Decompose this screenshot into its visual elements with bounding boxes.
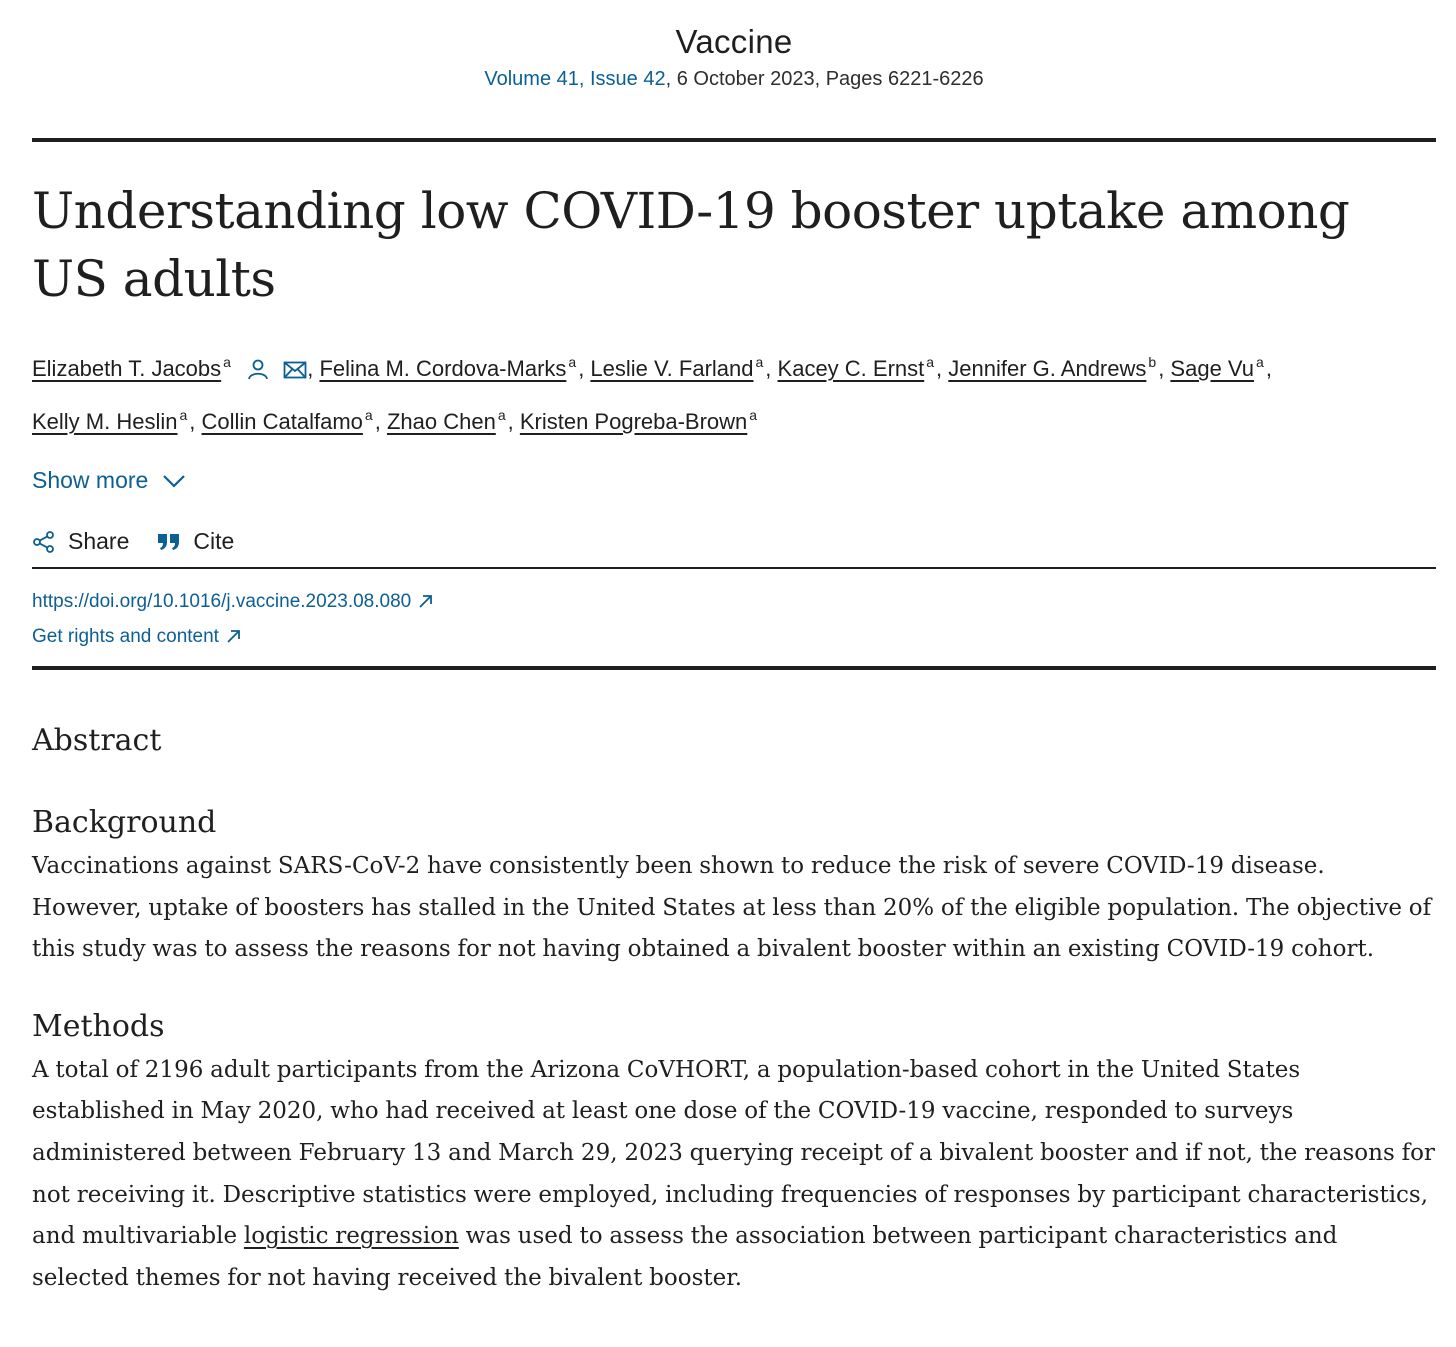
header-divider bbox=[32, 138, 1436, 142]
author-affiliation[interactable]: a bbox=[364, 407, 373, 423]
cite-label: Cite bbox=[193, 528, 235, 554]
abstract-heading: Abstract bbox=[32, 723, 162, 758]
abstract-divider bbox=[32, 666, 1436, 670]
author-list: Elizabeth T. Jacobs $^a$ , Felina M. Cordova-Marks $^a$, Leslie V. Farland $^a$, Kacey C. Ernst $^a$, Jennifer G. Andrews $^b$, Sage Vu $^a$, Kelly M. Heslin $^a$, Collin Catalfamo $^a$, Zhao Chen $^a$, Kristen Pogreba-Brown $^a$ bbox=[32, 354, 1272, 434]
date-pages: , 6 October 2023, Pages 6221-6226 bbox=[665, 68, 984, 90]
doi-block bbox=[32, 584, 1436, 654]
doi-link[interactable] bbox=[32, 584, 433, 619]
author-affiliation[interactable]: a bbox=[926, 354, 935, 370]
share-label: Share bbox=[68, 528, 130, 554]
article-page bbox=[32, 0, 1436, 1299]
show-more-label: Show more bbox=[32, 467, 149, 493]
cite-button[interactable] bbox=[157, 528, 234, 555]
author-affiliation[interactable]: a bbox=[749, 407, 758, 423]
journal-name[interactable]: Vaccine bbox=[675, 23, 793, 60]
methods-line: established in May 2020, who had received at least one dose of the COVID-19 vaccine, responded to surveys bbox=[32, 1098, 1294, 1125]
share-icon bbox=[32, 530, 56, 554]
author-link[interactable]: Felina M. Cordova-Marks bbox=[319, 356, 567, 381]
person-icon[interactable] bbox=[247, 352, 269, 394]
background-line: this study was to assess the reasons for not having obtained a bivalent booster within an existing COVID-19 cohort. bbox=[32, 936, 1375, 963]
article-tools bbox=[32, 528, 1436, 555]
chevron-down-icon bbox=[162, 474, 186, 488]
methods-line-prefix: and multivariable bbox=[32, 1223, 244, 1250]
logistic-regression-link[interactable]: logistic regression bbox=[243, 1223, 459, 1250]
background-line: However, uptake of boosters has stalled in the United States at less than 20% of the eligible population. The objective of bbox=[32, 894, 1432, 921]
author-link[interactable]: Jennifer G. Andrews bbox=[948, 356, 1147, 381]
methods-heading: Methods bbox=[32, 1008, 165, 1044]
journal-meta bbox=[32, 65, 1436, 93]
quote-icon bbox=[157, 532, 181, 552]
author-affiliation[interactable]: a bbox=[568, 354, 577, 370]
background-line: Vaccinations against SARS-CoV-2 have consistently been shown to reduce the risk of severe COVID-19 disease. bbox=[32, 853, 1325, 879]
methods-line: A total of 2196 adult participants from the Arizona CoVHORT, a population-based cohort in the United States bbox=[32, 1056, 1301, 1083]
author-affiliation[interactable]: b bbox=[1148, 354, 1157, 370]
rights-link[interactable] bbox=[32, 619, 241, 654]
author-link[interactable]: Sage Vu bbox=[1170, 356, 1255, 381]
author-link[interactable]: Kristen Pogreba-Brown bbox=[519, 409, 748, 434]
author-affiliation[interactable]: a bbox=[497, 407, 506, 423]
show-more-row bbox=[32, 467, 1436, 494]
show-more-button[interactable] bbox=[32, 467, 186, 494]
methods-line-suffix: was used to assess the association between participant characteristics and bbox=[458, 1223, 1338, 1250]
background-paragraph bbox=[32, 846, 1436, 971]
author-affiliation[interactable]: a bbox=[179, 407, 188, 423]
methods-paragraph bbox=[32, 1050, 1436, 1300]
journal-header bbox=[32, 0, 1436, 93]
tools-divider bbox=[32, 567, 1436, 569]
background-heading: Background bbox=[32, 805, 217, 840]
share-button[interactable] bbox=[32, 528, 129, 555]
author-link[interactable]: Kacey C. Ernst bbox=[777, 356, 925, 381]
author-affiliation[interactable]: a bbox=[755, 354, 764, 370]
author-affiliation[interactable]: a bbox=[223, 354, 231, 370]
author-link[interactable]: Leslie V. Farland bbox=[590, 356, 754, 381]
rights-text: Get rights and content bbox=[32, 626, 219, 647]
methods-line: selected themes for not having received the bivalent booster. bbox=[32, 1264, 742, 1291]
external-link-icon bbox=[226, 629, 241, 644]
doi-text: https://doi.org/10.1016/j.vaccine.2023.08.080 bbox=[32, 591, 412, 612]
author-affiliation[interactable]: a bbox=[1256, 354, 1264, 370]
author-link[interactable]: Elizabeth T. Jacobs bbox=[32, 356, 222, 381]
author-link[interactable]: Kelly M. Heslin bbox=[32, 409, 178, 434]
email-icon[interactable] bbox=[283, 352, 307, 394]
methods-line: not receiving it. Descriptive statistics were employed, including frequencies of responses by participant characteristics, bbox=[32, 1181, 1429, 1208]
methods-line: administered between February 13 and March 29, 2023 querying receipt of a bivalent booster and if not, the reasons for bbox=[32, 1139, 1435, 1166]
author-link[interactable]: Collin Catalfamo bbox=[201, 409, 363, 434]
author-link[interactable]: Zhao Chen bbox=[386, 409, 496, 434]
volume-issue-link[interactable]: Volume 41, Issue 42 bbox=[484, 68, 666, 90]
article-title: Understanding low COVID-19 booster uptake among US adults bbox=[32, 182, 1350, 308]
external-link-icon bbox=[418, 594, 433, 609]
